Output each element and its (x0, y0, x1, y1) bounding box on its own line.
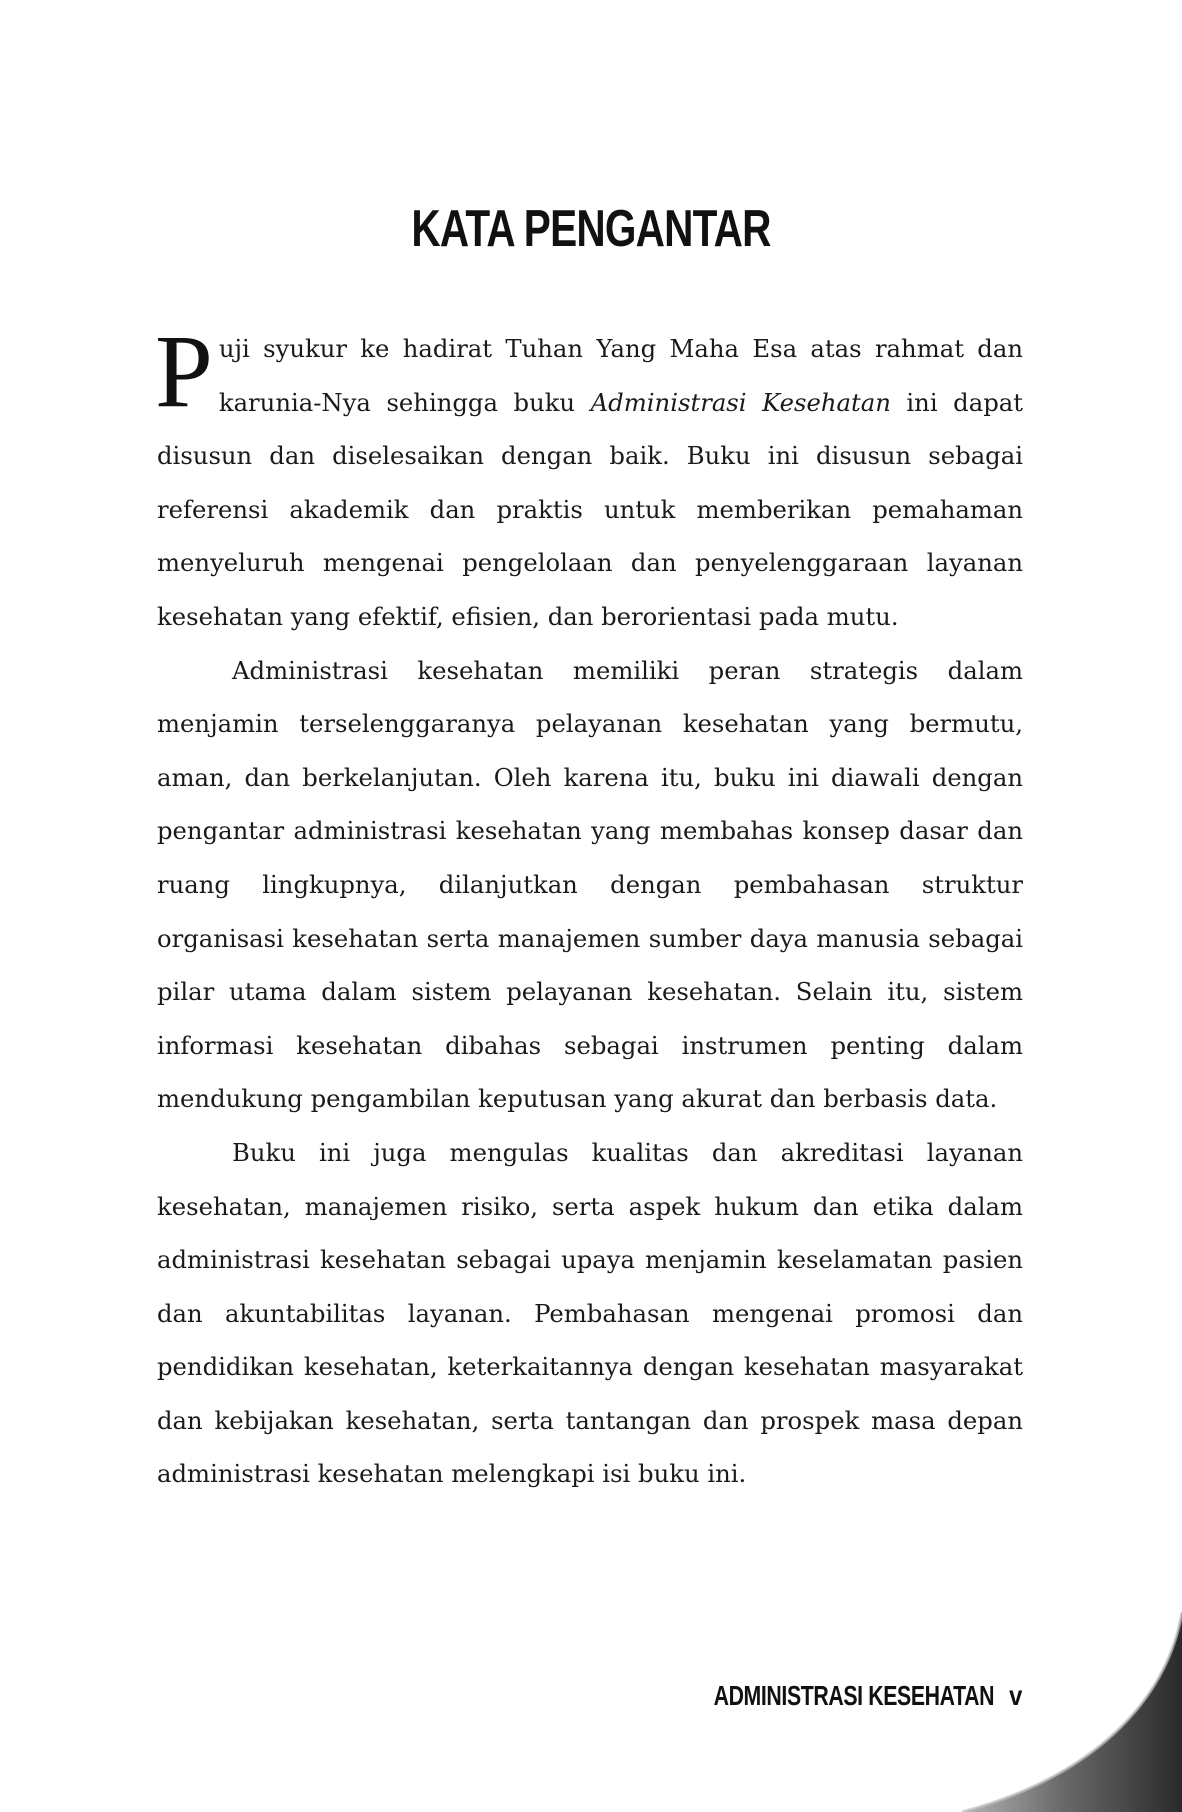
paragraph-1-text-end: ini dapat disusun dan diselesaikan dengan baik. Buku ini disusun sebagai referensi akademik dan praktis untuk memberikan pemahaman menyeluruh mengenai pengelolaan dan penyelenggaraan layanan kesehatan yang efektif, efisien, dan berorientasi pada mutu. (157, 387, 1023, 631)
book-title-italic: Administrasi Kesehatan (590, 387, 891, 417)
drop-cap: P (155, 314, 213, 429)
paragraph-2: Administrasi kesehatan memiliki peran strategis dalam menjamin terselenggaranya pelayanan kesehatan yang bermutu, aman, dan berkelanjutan. Oleh karena itu, buku ini diawali dengan pengantar administrasi kesehatan yang membahas konsep dasar dan ruang lingkupnya, dilanjutkan dengan pembahasan struktur organisasi kesehatan serta manajemen sumber daya manusia sebagai pilar utama dalam sistem pelayanan kesehatan. Selain itu, sistem informasi kesehatan dibahas sebagai instrumen penting dalam mendukung pengambilan keputusan yang akurat dan berbasis data. (157, 655, 1023, 1114)
corner-curve-shape (962, 1612, 1182, 1812)
corner-decoration (952, 1592, 1182, 1812)
running-title: ADMINISTRASI KESEHATAN (713, 1680, 995, 1711)
paragraph-3: Buku ini juga mengulas kualitas dan akreditasi layanan kesehatan, manajemen risiko, serta aspek hukum dan etika dalam administrasi kesehatan sebagai upaya menjamin keselamatan pasien dan akuntabilitas layanan. Pembahasan mengenai promosi dan pendidikan kesehatan, keterkaitannya dengan kesehatan masyarakat dan kebijakan kesehatan, serta tantangan dan prospek masa depan administrasi kesehatan melengkapi isi buku ini. (157, 1137, 1023, 1489)
page-title: KATA PENGANTAR (411, 199, 771, 258)
body-text (155, 314, 1023, 1501)
paragraph-1-text-start: uji syukur ke hadirat Tuhan Yang Maha Esa atas rahmat dan karunia-Nya sehingga buku (218, 334, 1023, 417)
paragraph-1 (155, 314, 1023, 644)
page-number: v (1009, 1680, 1023, 1711)
